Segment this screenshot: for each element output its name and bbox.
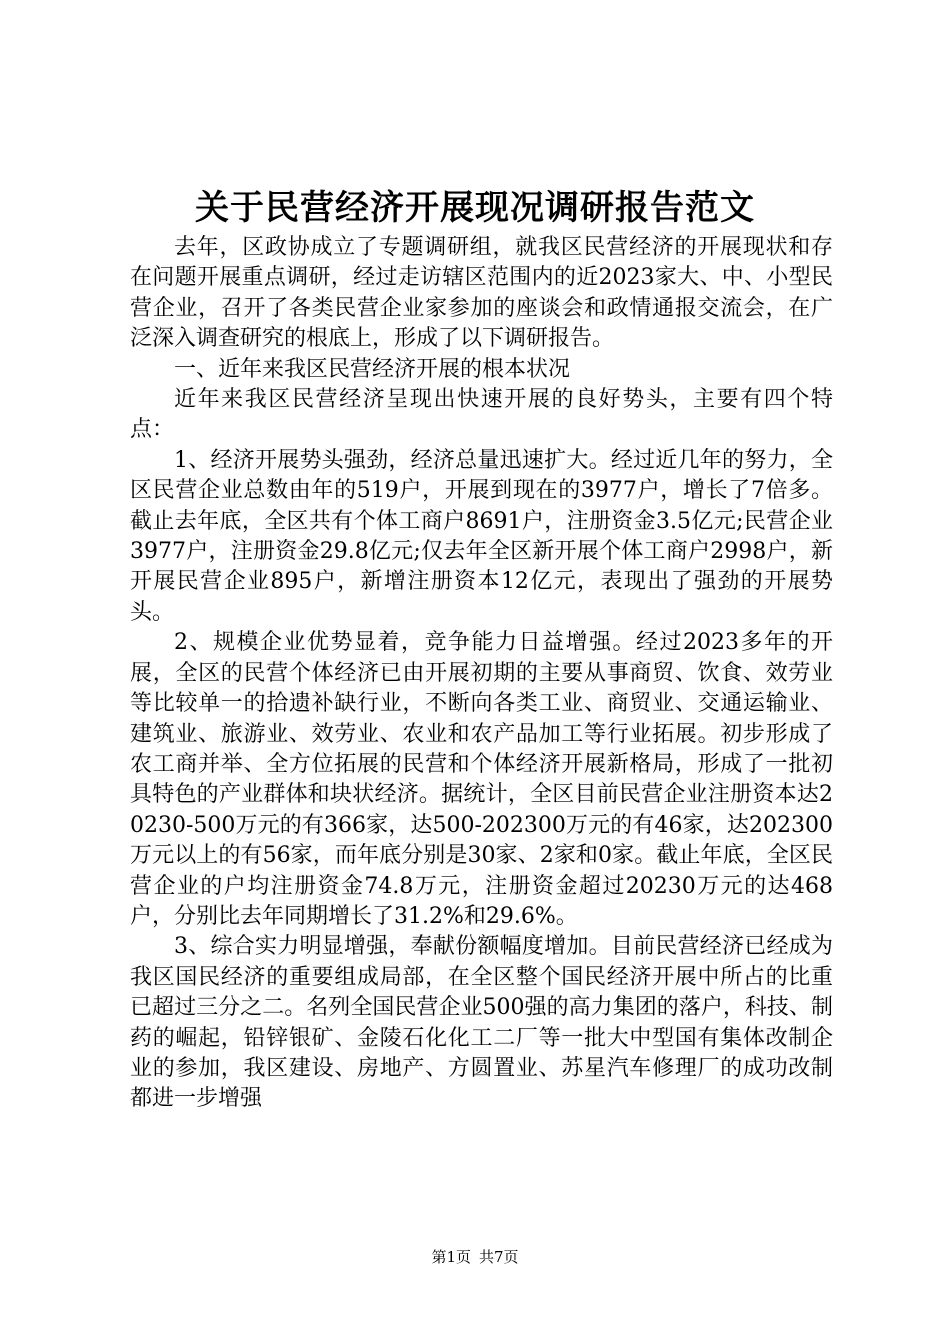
paragraph-overview: 近年来我区民营经济呈现出快速开展的良好势头，主要有四个特点： <box>130 387 833 443</box>
page-number: 第1页 <box>431 1248 471 1266</box>
document-body <box>130 233 833 1115</box>
page-total: 共7页 <box>479 1248 519 1266</box>
page-footer <box>0 1247 950 1267</box>
document-title: 关于民营经济开展现况调研报告范文 <box>195 188 755 228</box>
paragraph-intro: 去年，区政协成立了专题调研组，就我区民营经济的开展现状和存在问题开展重点调研，经过走访辖区范围内的近2023家大、中、小型民营企业，召开了各类民营企业家参加的座谈会和政情通报交流会，在广泛深入调查研究的根底上，形成了以下调研报告。 <box>130 235 833 352</box>
paragraph-point-1: 1、经济开展势头强劲，经济总量迅速扩大。经过近几年的努力，全区民营企业总数由年的519户，开展到现在的3977户，增长了7倍多。截止去年底，全区共有个体工商户8691户，注册资金3.5亿元;民营企业3977户，注册资金29.8亿元;仅去年全区新开展个体工商户2998户，新开展民营企业895户，新增注册资本12亿元，表现出了强劲的开展势头。 <box>130 447 833 625</box>
section-heading-1: 一、近年来我区民营经济开展的根本状况 <box>174 356 571 382</box>
paragraph-point-3: 3、综合实力明显增强，奉献份额幅度增加。目前民营经济已经成为我区国民经济的重要组成局部，在全区整个国民经济开展中所占的比重已超过三分之二。名列全国民营企业500强的高力集团的落户，科技、制药的崛起，铅锌银矿、金陵石化化工二厂等一批大中型国有集体改制企业的参加，我区建设、房地产、方圆置业、苏星汽车修理厂的成功改制都进一步增强 <box>130 934 833 1112</box>
paragraph-point-2: 2、规模企业优势显着，竞争能力日益增强。经过2023多年的开展，全区的民营个体经济已由开展初期的主要从事商贸、饮食、效劳业等比较单一的拾遗补缺行业，不断向各类工业、商贸业、交通运输业、建筑业、旅游业、效劳业、农业和农产品加工等行业拓展。初步形成了农工商并举、全方位拓展的民营和个体经济开展新格局，形成了一批初具特色的产业群体和块状经济。据统计，全区目前民营企业注册资本达20230-500万元的有366家，达500-202300万元的有46家，达202300万元以上的有56家，而年底分别是30家、2家和0家。截止年底，全区民营企业的户均注册资金74.8万元，注册资金超过20230万元的达468户，分别比去年同期增长了31.2%和29.6%。 <box>130 630 833 929</box>
